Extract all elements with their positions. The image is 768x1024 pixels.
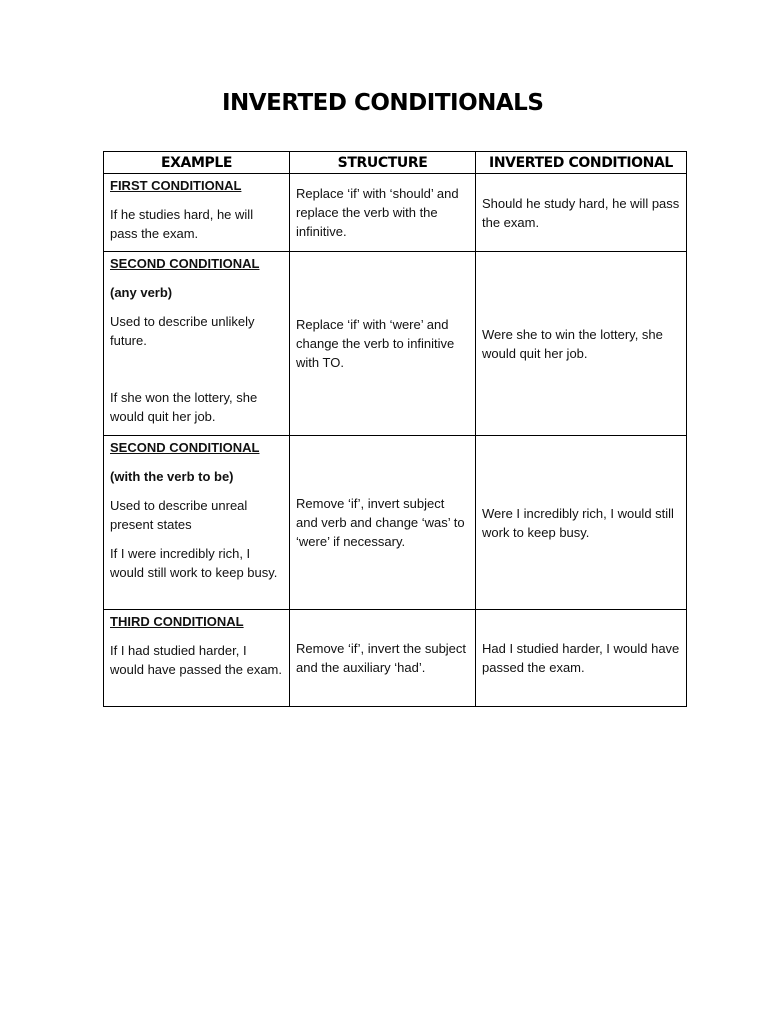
structure-text: Replace ‘if’ with ‘should’ and replace the verb with the infinitive.: [296, 186, 459, 239]
example-cell: [104, 252, 290, 436]
conditional-type-label: SECOND CONDITIONAL: [110, 256, 260, 271]
conditional-note: (any verb): [110, 285, 173, 300]
inverted-sentence: Were I incredibly rich, I would still work to keep busy.: [482, 505, 674, 540]
example-cell: [104, 610, 290, 707]
inverted-conditional-cell: [476, 174, 687, 252]
structure-cell: [290, 174, 476, 252]
column-header-structure: STRUCTURE: [290, 152, 476, 174]
table-header-row: [104, 152, 687, 174]
inverted-conditional-cell: [476, 436, 687, 610]
conditionals-table: [103, 151, 687, 707]
example-sentence: If he studies hard, he will pass the exam.: [110, 207, 254, 241]
structure-text: Replace ‘if’ with ‘were’ and change the verb to infinitive with TO.: [296, 317, 455, 370]
structure-text: Remove ‘if’, invert subject and verb and change ‘was’ to ‘were’ if necessary.: [296, 496, 465, 549]
inverted-conditional-cell: [476, 252, 687, 436]
conditional-type-label: SECOND CONDITIONAL: [110, 440, 260, 455]
inverted-sentence: Should he study hard, he will pass the exam.: [482, 195, 680, 230]
inverted-sentence: Were she to win the lottery, she would quit her job.: [482, 326, 663, 361]
structure-cell: [290, 436, 476, 610]
column-header-inverted-conditional: INVERTED CONDITIONAL: [476, 152, 687, 174]
usage-text: Used to describe unlikely future.: [110, 314, 255, 348]
example-cell: [104, 436, 290, 610]
example-sentence: If she won the lottery, she would quit her job.: [110, 390, 258, 424]
table-row: [104, 252, 687, 436]
example-cell: [104, 174, 290, 252]
structure-cell: [290, 610, 476, 707]
example-sentence: If I had studied harder, I would have passed the exam.: [110, 643, 282, 677]
page-title: INVERTED CONDITIONALS: [222, 90, 544, 116]
example-sentence: If I were incredibly rich, I would still work to keep busy.: [110, 546, 278, 580]
usage-text: Used to describe unreal present states: [110, 498, 248, 532]
conditional-note: (with the verb to be): [110, 469, 234, 484]
column-header-example: EXAMPLE: [104, 152, 290, 174]
conditional-type-label: FIRST CONDITIONAL: [110, 178, 242, 193]
table-row: [104, 610, 687, 707]
inverted-conditional-cell: [476, 610, 687, 707]
table-row: [104, 174, 687, 252]
table-row: [104, 436, 687, 610]
structure-text: Remove ‘if’, invert the subject and the auxiliary ‘had’.: [296, 641, 467, 675]
inverted-sentence: Had I studied harder, I would have passed the exam.: [482, 641, 680, 675]
conditional-type-label: THIRD CONDITIONAL: [110, 614, 244, 629]
structure-cell: [290, 252, 476, 436]
